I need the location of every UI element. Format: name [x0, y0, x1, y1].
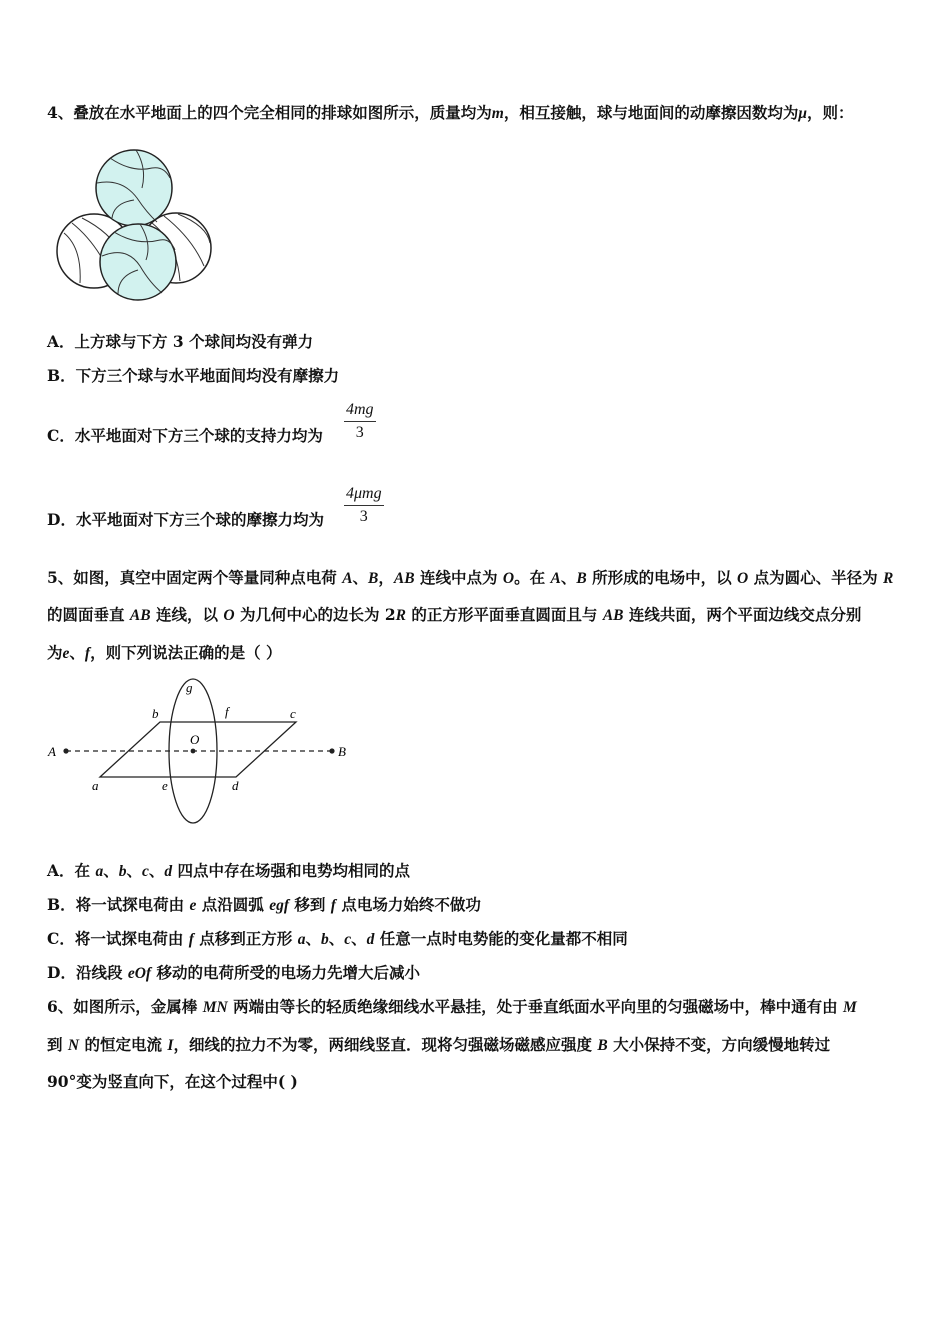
var: eOf — [127, 965, 152, 982]
text: 四点中存在场强和电势均相同的点 — [172, 861, 411, 880]
text: C．将一试探电荷由 — [47, 929, 189, 948]
q6-stem-line3: 90°变为竖直向下，在这个过程中( ) — [47, 1072, 298, 1091]
fraction-denominator: 3 — [355, 424, 364, 441]
label-f: f — [225, 704, 229, 719]
charge-a-dot — [63, 748, 68, 753]
text: 、 — [69, 643, 85, 662]
var: b — [118, 863, 127, 880]
var: AB — [602, 607, 624, 624]
fraction-numerator: 4mg — [344, 401, 376, 422]
charge-figure — [40, 672, 360, 832]
label-d: d — [232, 778, 239, 793]
text: 、 — [328, 929, 345, 948]
label-b-charge: B — [338, 744, 346, 759]
volleyball-front — [100, 224, 176, 300]
var: O — [502, 570, 515, 587]
q4-option-a[interactable]: A．上方球与下方 3 个球间均没有弹力 — [47, 332, 314, 351]
q5-stem-line2 — [47, 605, 861, 626]
q4-option-d[interactable]: D．水平地面对下方三个球的摩擦力均为 — [47, 510, 324, 529]
q4-stem-part: ，则： — [807, 103, 854, 122]
var: b — [320, 931, 329, 948]
text: 为几何中心的边长为 2 — [234, 605, 396, 624]
text: 连线中点为 — [414, 568, 503, 587]
text: 点为圆心、半径为 — [748, 568, 883, 587]
q5-option-d[interactable] — [47, 963, 420, 984]
text: 移动的电荷所受的电场力先增大后减小 — [151, 963, 420, 982]
q4-option-c[interactable]: C．水平地面对下方三个球的支持力均为 — [47, 426, 323, 445]
text: 两端由等长的轻质绝缘细线水平悬挂，处于垂直纸面水平向里的匀强磁场中，棒中通有由 — [227, 997, 843, 1016]
var: c — [141, 863, 149, 880]
var: A — [342, 570, 353, 587]
text: 移到 — [288, 895, 331, 914]
q4-fraction-c — [344, 401, 376, 442]
volleyball-figure — [52, 148, 222, 308]
var: B — [597, 1037, 608, 1054]
text: 的正方形平面垂直圆面且与 — [406, 605, 603, 624]
fraction-numerator: 4μmg — [344, 485, 384, 506]
text: ， — [378, 568, 394, 587]
text: 。在 — [514, 568, 551, 587]
var: R — [883, 570, 894, 587]
var: AB — [129, 607, 151, 624]
text: 点沿圆弧 — [196, 895, 270, 914]
q4-fraction-d — [344, 485, 384, 526]
text: 连线共面，两个平面边线交点分别 — [623, 605, 862, 624]
label-g: g — [186, 680, 193, 695]
text: 、 — [148, 861, 165, 880]
var: I — [167, 1037, 174, 1054]
var: B — [576, 570, 587, 587]
text: ，则下列说法正确的是（ ） — [90, 643, 282, 662]
var: e — [189, 897, 197, 914]
q4-stem-part: ，相互接触，球与地面间的动摩擦因数均为 — [503, 103, 799, 122]
text: 点电场力始终不做功 — [335, 895, 481, 914]
text: 6、如图所示，金属棒 — [47, 997, 203, 1016]
label-b: b — [152, 706, 159, 721]
q4-stem — [47, 103, 854, 124]
text: 5、如图，真空中固定两个等量同种点电荷 — [47, 568, 343, 587]
var: O — [737, 570, 749, 587]
volleyball-top — [96, 150, 172, 226]
q5-option-a[interactable] — [47, 861, 410, 882]
text: 为 — [47, 643, 63, 662]
var: R — [395, 607, 407, 624]
square-plane — [100, 722, 296, 777]
var: AB — [393, 570, 415, 587]
text: 任意一点时电势能的变化量都不相同 — [374, 929, 628, 948]
text: 到 — [47, 1035, 68, 1054]
center-o-dot — [191, 749, 196, 754]
label-c: c — [290, 706, 296, 721]
charge-b-dot — [329, 748, 334, 753]
var: f — [330, 897, 336, 914]
q4-stem-part: 4、叠放在水平地面上的四个完全相同的排球如图所示，质量均为 — [47, 103, 492, 122]
text: 、 — [103, 861, 119, 880]
label-o: O — [190, 732, 200, 747]
text: 所形成的电场中，以 — [586, 568, 737, 587]
text: A．在 — [47, 861, 96, 880]
var: d — [164, 863, 173, 880]
label-a-charge: A — [48, 744, 56, 759]
text: 、 — [560, 568, 577, 587]
var: d — [366, 931, 375, 948]
var: f — [84, 645, 91, 662]
text: 连线，以 — [150, 605, 224, 624]
var-m: m — [491, 105, 504, 122]
text: 、 — [305, 929, 321, 948]
text: 、 — [352, 568, 369, 587]
var: a — [297, 931, 306, 948]
q4-option-b[interactable]: B．下方三个球与水平地面间均没有摩擦力 — [47, 366, 340, 385]
var: A — [550, 570, 561, 587]
text: 的恒定电流 — [79, 1035, 168, 1054]
var: e — [62, 645, 70, 662]
fraction-denominator: 3 — [359, 508, 368, 525]
text: ，细线的拉力不为零，两细线竖直．现将匀强磁场磁感应强度 — [173, 1035, 598, 1054]
var: N — [67, 1037, 80, 1054]
text: 大小保持不变，方向缓慢地转过 — [607, 1035, 831, 1054]
var: MN — [202, 999, 228, 1016]
var: a — [95, 863, 104, 880]
text: 、 — [126, 861, 142, 880]
var: f — [188, 931, 194, 948]
var-mu: μ — [798, 105, 807, 122]
var: c — [344, 931, 352, 948]
text: D．沿线段 — [47, 963, 128, 982]
q5-stem-line3 — [47, 643, 282, 664]
q5-option-b[interactable] — [47, 895, 481, 916]
label-a: a — [92, 778, 99, 793]
q5-option-c[interactable] — [47, 929, 628, 950]
q6-stem-line2 — [47, 1035, 830, 1056]
var: M — [842, 999, 857, 1016]
q6-stem-line1 — [47, 997, 857, 1018]
text: B．将一试探电荷由 — [47, 895, 190, 914]
q5-stem-line1 — [47, 568, 893, 589]
text: 的圆面垂直 — [47, 605, 130, 624]
text: 点移到正方形 — [193, 929, 298, 948]
var: O — [223, 607, 235, 624]
label-e: e — [162, 778, 168, 793]
var: egf — [269, 897, 289, 914]
text: 、 — [351, 929, 367, 948]
var: B — [368, 570, 379, 587]
